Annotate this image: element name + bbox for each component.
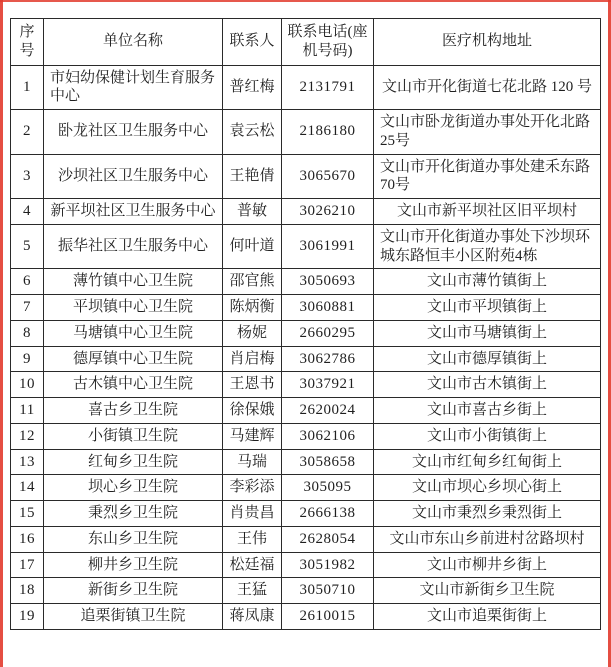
cell-phone: 2660295 <box>282 320 374 346</box>
medical-institutions-table <box>10 18 601 630</box>
cell-unit-name: 东山乡卫生院 <box>44 526 223 552</box>
table-row <box>11 346 601 372</box>
cell-serial-number: 14 <box>11 475 44 501</box>
cell-contact-person: 王艳倩 <box>223 154 282 199</box>
cell-unit-name: 柳井乡卫生院 <box>44 552 223 578</box>
cell-serial-number: 15 <box>11 501 44 527</box>
cell-serial-number: 2 <box>11 110 44 155</box>
table-row <box>11 526 601 552</box>
cell-contact-person: 王伟 <box>223 526 282 552</box>
cell-contact-person: 李彩添 <box>223 475 282 501</box>
table-row <box>11 320 601 346</box>
cell-address: 文山市东山乡前进村岔路坝村 <box>374 526 601 552</box>
cell-unit-name: 喜古乡卫生院 <box>44 398 223 424</box>
cell-address: 文山市坝心乡坝心街上 <box>374 475 601 501</box>
table-row <box>11 295 601 321</box>
cell-address: 文山市古木镇街上 <box>374 372 601 398</box>
cell-address: 文山市小街镇街上 <box>374 423 601 449</box>
cell-unit-name: 追栗街镇卫生院 <box>44 604 223 630</box>
cell-address: 文山市平坝镇街上 <box>374 295 601 321</box>
cell-contact-person: 邵官熊 <box>223 269 282 295</box>
table-row <box>11 423 601 449</box>
page-border-top <box>0 0 611 2</box>
cell-serial-number: 18 <box>11 578 44 604</box>
col-header-contact: 联系人 <box>223 19 282 66</box>
table-row <box>11 398 601 424</box>
cell-address: 文山市追栗街街上 <box>374 604 601 630</box>
table-row <box>11 501 601 527</box>
cell-contact-person: 松廷福 <box>223 552 282 578</box>
cell-unit-name: 平坝镇中心卫生院 <box>44 295 223 321</box>
cell-contact-person: 徐保娥 <box>223 398 282 424</box>
cell-address: 文山市新平坝社区旧平坝村 <box>374 199 601 225</box>
cell-phone: 3062106 <box>282 423 374 449</box>
cell-contact-person: 杨妮 <box>223 320 282 346</box>
cell-phone: 3050693 <box>282 269 374 295</box>
cell-phone: 2628054 <box>282 526 374 552</box>
cell-unit-name: 薄竹镇中心卫生院 <box>44 269 223 295</box>
cell-unit-name: 马塘镇中心卫生院 <box>44 320 223 346</box>
col-header-address: 医疗机构地址 <box>374 19 601 66</box>
cell-phone: 2666138 <box>282 501 374 527</box>
cell-phone: 2131791 <box>282 65 374 110</box>
cell-serial-number: 16 <box>11 526 44 552</box>
cell-contact-person: 蒋凤康 <box>223 604 282 630</box>
cell-serial-number: 9 <box>11 346 44 372</box>
cell-contact-person: 马瑞 <box>223 449 282 475</box>
cell-unit-name: 秉烈乡卫生院 <box>44 501 223 527</box>
cell-serial-number: 6 <box>11 269 44 295</box>
cell-phone: 2620024 <box>282 398 374 424</box>
table-row <box>11 449 601 475</box>
cell-contact-person: 袁云松 <box>223 110 282 155</box>
table-row <box>11 475 601 501</box>
cell-address: 文山市红甸乡红甸街上 <box>374 449 601 475</box>
cell-phone: 3037921 <box>282 372 374 398</box>
cell-address: 文山市喜古乡街上 <box>374 398 601 424</box>
cell-phone: 3050710 <box>282 578 374 604</box>
cell-contact-person: 肖启梅 <box>223 346 282 372</box>
cell-phone: 2610015 <box>282 604 374 630</box>
cell-contact-person: 王猛 <box>223 578 282 604</box>
page-border-left <box>0 0 3 667</box>
col-header-serial-number: 序号 <box>11 19 44 66</box>
cell-address: 文山市马塘镇街上 <box>374 320 601 346</box>
cell-unit-name: 新街乡卫生院 <box>44 578 223 604</box>
cell-contact-person: 何叶道 <box>223 224 282 269</box>
cell-unit-name: 卧龙社区卫生服务中心 <box>44 110 223 155</box>
cell-unit-name: 小街镇卫生院 <box>44 423 223 449</box>
cell-phone: 3061991 <box>282 224 374 269</box>
cell-address: 文山市开化街道七花北路 120 号 <box>374 65 601 110</box>
cell-unit-name: 新平坝社区卫生服务中心 <box>44 199 223 225</box>
col-header-unit-name: 单位名称 <box>44 19 223 66</box>
cell-contact-person: 普敏 <box>223 199 282 225</box>
cell-address: 文山市柳井乡街上 <box>374 552 601 578</box>
table-row <box>11 154 601 199</box>
cell-serial-number: 17 <box>11 552 44 578</box>
cell-contact-person: 肖贵昌 <box>223 501 282 527</box>
cell-contact-person: 普红梅 <box>223 65 282 110</box>
table-row <box>11 604 601 630</box>
cell-address: 文山市德厚镇街上 <box>374 346 601 372</box>
cell-address: 文山市开化街道办事处下沙坝环城东路恒丰小区附苑4栋 <box>374 224 601 269</box>
table-row <box>11 552 601 578</box>
cell-unit-name: 沙坝社区卫生服务中心 <box>44 154 223 199</box>
cell-phone: 3026210 <box>282 199 374 225</box>
header-row <box>11 19 601 66</box>
cell-unit-name: 德厚镇中心卫生院 <box>44 346 223 372</box>
cell-serial-number: 5 <box>11 224 44 269</box>
cell-serial-number: 12 <box>11 423 44 449</box>
cell-address: 文山市秉烈乡秉烈街上 <box>374 501 601 527</box>
cell-unit-name: 红甸乡卫生院 <box>44 449 223 475</box>
cell-unit-name: 振华社区卫生服务中心 <box>44 224 223 269</box>
cell-serial-number: 19 <box>11 604 44 630</box>
table-row <box>11 110 601 155</box>
cell-serial-number: 1 <box>11 65 44 110</box>
cell-phone: 2186180 <box>282 110 374 155</box>
cell-contact-person: 马建辉 <box>223 423 282 449</box>
cell-serial-number: 4 <box>11 199 44 225</box>
table-row <box>11 372 601 398</box>
table-row <box>11 578 601 604</box>
table-row <box>11 224 601 269</box>
cell-contact-person: 王恩书 <box>223 372 282 398</box>
cell-phone: 3062786 <box>282 346 374 372</box>
cell-serial-number: 10 <box>11 372 44 398</box>
cell-serial-number: 7 <box>11 295 44 321</box>
cell-serial-number: 3 <box>11 154 44 199</box>
cell-phone: 305095 <box>282 475 374 501</box>
cell-unit-name: 古木镇中心卫生院 <box>44 372 223 398</box>
cell-phone: 3051982 <box>282 552 374 578</box>
cell-address: 文山市新街乡卫生院 <box>374 578 601 604</box>
cell-phone: 3065670 <box>282 154 374 199</box>
table-row <box>11 199 601 225</box>
cell-address: 文山市薄竹镇街上 <box>374 269 601 295</box>
cell-unit-name: 坝心乡卫生院 <box>44 475 223 501</box>
table-row <box>11 269 601 295</box>
cell-unit-name: 市妇幼保健计划生育服务中心 <box>44 65 223 110</box>
cell-address: 文山市卧龙街道办事处开化北路25号 <box>374 110 601 155</box>
cell-phone: 3058658 <box>282 449 374 475</box>
cell-contact-person: 陈炳衡 <box>223 295 282 321</box>
col-header-phone: 联系电话(座机号码) <box>282 19 374 66</box>
cell-address: 文山市开化街道办事处建禾东路70号 <box>374 154 601 199</box>
cell-serial-number: 13 <box>11 449 44 475</box>
table-row <box>11 65 601 110</box>
cell-serial-number: 8 <box>11 320 44 346</box>
cell-phone: 3060881 <box>282 295 374 321</box>
cell-serial-number: 11 <box>11 398 44 424</box>
